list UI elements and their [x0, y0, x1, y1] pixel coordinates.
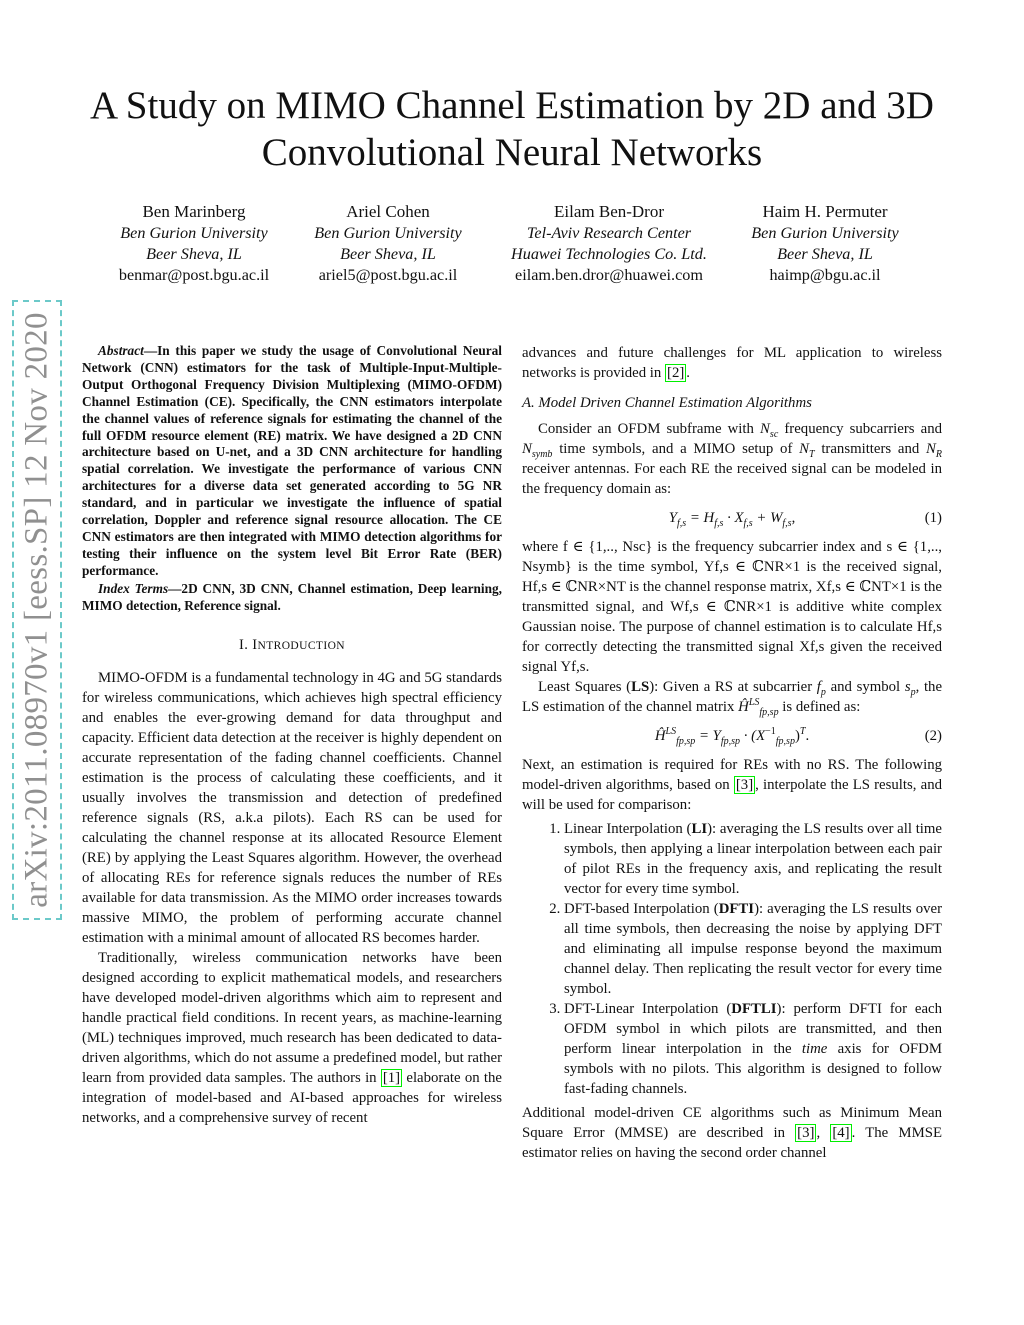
citation-link-3b[interactable]: [3]	[797, 1125, 815, 1141]
author-name: Ariel Cohen	[346, 202, 430, 221]
author-name: Ben Marinberg	[142, 202, 246, 221]
abstract: Abstract—In this paper we study the usage of Convolutional Neural Network (CNN) estimators for the task of Multiple-Input-Multiple-Output Orthogonal Frequency Division Multiplexing (MIMO-OFDM) Channel Estimation (CE). Specifically, the CNN estimators interpolate the channel values of reference signals for estimating the channel of the full OFDM resource element (RE) matrix. We have designed a 2D CNN architecture based on U-net, and a 3D CNN architecture for handling spatial correlation. We investigate the performance of various CNN architectures for a diverse data set generated according to 5G NR standard, and in particular we investigate the influence of spatial correlation, Doppler and reference signal resource allocation. The CE CNN estimators are then integrated with MIMO detection algorithms for testing their influence on the system level Bit Error Rate (BER) performance.	[82, 343, 502, 578]
author-email: benmar@post.bgu.ac.il	[118, 266, 270, 284]
author-name: Eilam Ben-Dror	[554, 202, 664, 221]
arxiv-id-text: arXiv:2011.08970v1 [eess.SP] 12 Nov 2020	[18, 312, 55, 908]
equation-number: (2)	[924, 728, 942, 744]
list-item: 1. Linear Interpolation (LI): averaging the LS results over all time symbols, then applying a linear interpolation between each pair of pilot REs in the frequency axis, and replicating the result vector for every time symbol.	[564, 819, 942, 899]
author-3	[499, 200, 719, 286]
citation-link-1[interactable]: [1]	[382, 1069, 401, 1086]
author-affiliation: Tel-Aviv Research Center	[526, 224, 692, 242]
list-item: 3. DFT-Linear Interpolation (DFTLI): perform DFTI for each OFDM symbol in which pilots are transmitted, and then perform linear interpolation in the time axis for OFDM symbols with no pilots. This algorithm is designed to follow fast-fading channels.	[564, 999, 942, 1099]
intro-paragraph-2: Traditionally, wireless communication networks have been designed according to explicit mathematical models, and researchers have developed model-driven algorithms which aim to represent and handle practical field conditions. In recent years, as machine-learning (ML) techniques improved, much research has been dedicated to data-driven algorithms, which do not assume a predefined model, but rather learn from provided data samples. The authors in [1] elaborate on the integration of model-based and AI-based approaches for wireless networks, and a comprehensive survey of recent	[82, 949, 502, 1126]
author-4	[715, 200, 935, 286]
author-affiliation: Ben Gurion University	[120, 224, 268, 242]
arxiv-stamp[interactable]	[12, 300, 62, 920]
equation-2: $Ĥ^{LS}_{fp,sp} = Y_{fp,sp} \cdot (X^{-1}_{fp,sp})^T$. (2)	[522, 724, 942, 748]
next-paragraph: Next, an estimation is required for REs with no RS. The following model-driven algorithms, based on [3] , interpolate the LS results, and will be used for comparison:	[522, 757, 942, 813]
author-affiliation: Ben Gurion University	[751, 224, 899, 242]
citation-link-3[interactable]: [3]	[735, 777, 754, 793]
left-column	[82, 343, 502, 1128]
subframe-paragraph: Consider an OFDM subframe with $N_{sc}$ frequency subcarriers and $N_{symb}$ time symbols, and a MIMO setup of $N_T$ transmitters and $N_R$ receiver antennas. For each RE the received signal can be modeled in the frequency domain as:	[522, 421, 943, 497]
author-1	[84, 200, 304, 286]
equation-number: (1)	[924, 510, 942, 526]
least-squares-paragraph: Least Squares (LS): Given a RS at subcarrier $f_p$ and symbol $s_p$, the LS estimation of the channel matrix $Ĥ^{LS}_{fp,sp}$ is defined as:	[522, 679, 943, 718]
where-paragraph: where f ∈ {1,.., Nsc} is the frequency subcarrier index and s ∈ {1,.., Nsymb} is the time symbol, Yf,s ∈ ℂNR×1 is the received signal, Hf,s ∈ ℂNR×NT is the channel response matrix, Xf,s ∈ ℂNT×1 is the transmitted signal, and Wf,s ∈ ℂNR×1 is additive white complex Gaussian noise. The purpose of channel estimation is to calculate Hf,s for correctly detecting the transmitted signal Xf,s given the received signal Yf,s.	[522, 539, 942, 675]
author-location: Huawei Technologies Co. Ltd.	[511, 245, 707, 263]
author-email: eilam.ben.dror@huawei.com	[515, 266, 703, 284]
author-location: Beer Sheva, IL	[777, 245, 873, 263]
right-column	[522, 343, 942, 1163]
author-location: Beer Sheva, IL	[146, 245, 242, 263]
algorithm-list	[522, 819, 942, 1099]
continuation-paragraph: advances and future challenges for ML application to wireless networks is provided in [2] .	[522, 345, 942, 381]
author-2	[278, 200, 498, 286]
author-email: haimp@bgu.ac.il	[769, 266, 881, 284]
author-email: ariel5@post.bgu.ac.il	[318, 266, 458, 284]
author-name: Haim H. Permuter	[762, 202, 888, 221]
intro-paragraph-1: MIMO-OFDM is a fundamental technology in 4G and 5G standards for wireless communications, which achieves high spectral efficiency and enables the ever-growing demand for data throughput and capacity. Efficient data detection at the receiver is highly dependent on accurate representation of the fading channel coefficients. Channel estimation is the process of calculating these coefficients, and it usually involves the transmission and detection of predefined reference signals (RS, a.k.a pilots). Each RS can be used for calculating the channel response at its allocated Resource Element (RE) by applying the Least Squares algorithm. However, the overhead of allocating REs for reference signals reduces the number of REs available for data transmission. As the MIMO order increases towards massive MIMO, the problem of performing accurate channel estimation with a minimal amount of allocated RS becomes harder.	[82, 669, 502, 946]
index-terms: Index Terms—2D CNN, 3D CNN, Channel estimation, Deep learning, MIMO detection, Reference signal.	[82, 580, 502, 613]
list-item: 2. DFT-based Interpolation (DFTI): averaging the LS results over all time symbols, then decreasing the noise by applying DFT and eliminating all impulse response beyond the maximum channel delay. Then replicating the result vector for every time symbol.	[564, 899, 942, 999]
subsection-heading: A. Model Driven Channel Estimation Algorithms	[522, 395, 812, 411]
final-paragraph: Additional model-driven CE algorithms such as Minimum Mean Square Error (MMSE) are described in [3] , [4] . The MMSE estimator relies on having the second order channel	[522, 1105, 943, 1161]
citation-link-2[interactable]: [2]	[667, 365, 685, 381]
equation-1: $Y_{f,s} = H_{f,s} \cdot X_{f,s} + W_{f,s}$, (1)	[522, 506, 942, 530]
citation-link-4[interactable]: [4]	[832, 1125, 850, 1141]
section-heading-introduction: I. INTRODUCTION	[239, 636, 345, 653]
paper-title: A Study on MIMO Channel Estimation by 2D and 3D Convolutional Neural Networks	[90, 84, 934, 174]
author-affiliation: Ben Gurion University	[314, 224, 462, 242]
author-location: Beer Sheva, IL	[340, 245, 436, 263]
